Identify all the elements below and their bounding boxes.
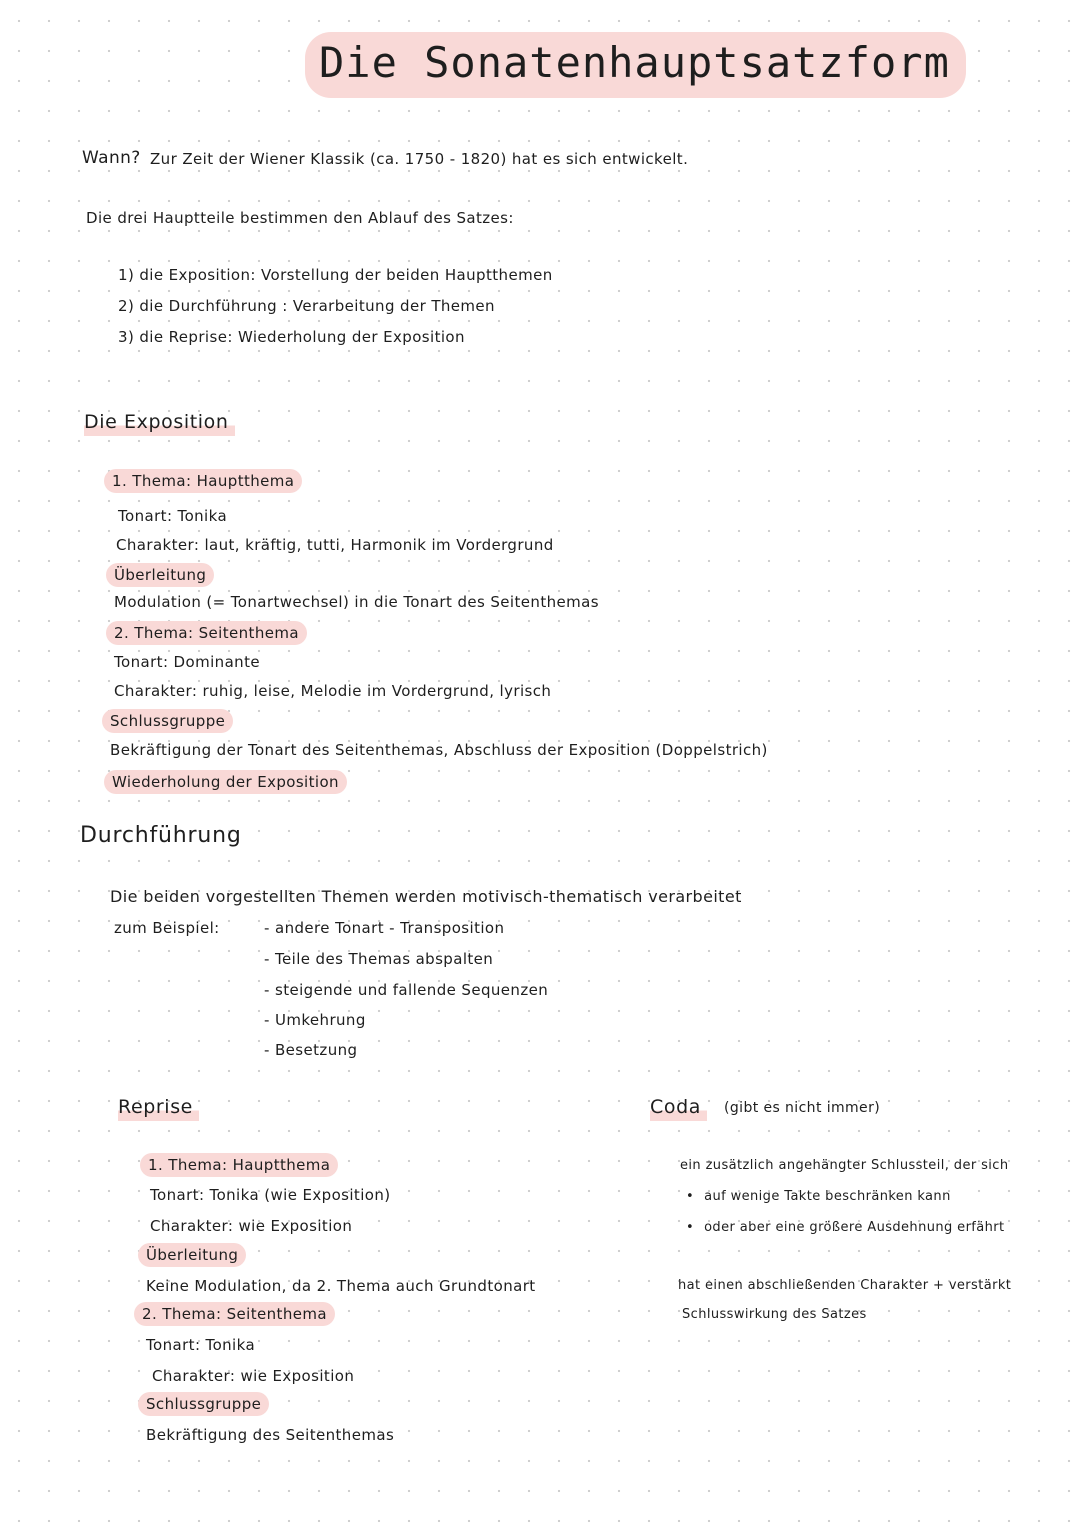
durchfuehrung-heading: Durchführung	[80, 823, 242, 848]
exposition-ueberleitung-label: Überleitung	[106, 563, 214, 587]
exposition-thema2-charakter: Charakter: ruhig, leise, Melodie im Vordergrund, lyrisch	[114, 682, 552, 700]
reprise-thema1-label: 1. Thema: Hauptthema	[140, 1153, 338, 1177]
reprise-ueberleitung-text: Keine Modulation, da 2. Thema auch Grundtonart	[146, 1277, 536, 1295]
coda-note: (gibt es nicht immer)	[724, 1100, 881, 1116]
exposition-thema2-tonart: Tonart: Dominante	[114, 653, 260, 671]
exposition-schlussgruppe-label: Schlussgruppe	[102, 709, 233, 733]
coda-heading: Coda	[650, 1095, 707, 1121]
list-item: 2) die Durchführung : Verarbeitung der Themen	[118, 297, 495, 315]
reprise-thema2-tonart: Tonart: Tonika	[146, 1336, 256, 1354]
coda-line2: hat einen abschließenden Charakter + verstärkt	[678, 1278, 1012, 1293]
list-item: - Besetzung	[264, 1041, 358, 1059]
exposition-thema1-charakter: Charakter: laut, kräftig, tutti, Harmonik im Vordergrund	[116, 536, 554, 554]
list-item: - Umkehrung	[264, 1011, 366, 1029]
coda-line3: Schlusswirkung des Satzes	[682, 1307, 867, 1322]
list-item: - andere Tonart - Transposition	[264, 919, 505, 937]
hauptteile-text: Die drei Hauptteile bestimmen den Ablauf des Satzes:	[86, 209, 514, 227]
durchfuehrung-intro: Die beiden vorgestellten Themen werden motivisch-thematisch verarbeitet	[110, 887, 742, 906]
reprise-thema1-charakter: Charakter: wie Exposition	[150, 1217, 353, 1235]
reprise-ueberleitung-label: Überleitung	[138, 1243, 246, 1267]
list-item: 1) die Exposition: Vorstellung der beiden Hauptthemen	[118, 266, 553, 284]
exposition-heading: Die Exposition	[84, 410, 235, 436]
coda-bullet1: • auf wenige Takte beschränken kann	[686, 1187, 951, 1207]
reprise-heading: Reprise	[118, 1095, 199, 1121]
coda-bullet2: • oder aber eine größere Ausdehnung erfährt	[686, 1218, 1005, 1238]
coda-line1: ein zusätzlich angehängter Schlussteil, der sich	[680, 1158, 1009, 1173]
exposition-thema1-label: 1. Thema: Hauptthema	[104, 469, 302, 493]
exposition-thema1-tonart: Tonart: Tonika	[118, 507, 228, 525]
wann-label: Wann?	[82, 148, 141, 168]
list-item: - steigende und fallende Sequenzen	[264, 981, 549, 999]
list-item: - Teile des Themas abspalten	[264, 950, 494, 968]
exposition-thema2-label: 2. Thema: Seitenthema	[106, 621, 307, 645]
page-title: Die Sonatenhauptsatzform	[305, 32, 966, 98]
reprise-schlussgruppe-text: Bekräftigung des Seitenthemas	[146, 1426, 395, 1444]
reprise-schlussgruppe-label: Schlussgruppe	[138, 1392, 269, 1416]
reprise-thema2-charakter: Charakter: wie Exposition	[152, 1367, 355, 1385]
reprise-thema1-tonart: Tonart: Tonika (wie Exposition)	[150, 1186, 391, 1204]
list-item: 3) die Reprise: Wiederholung der Exposition	[118, 328, 465, 346]
reprise-thema2-label: 2. Thema: Seitenthema	[134, 1302, 335, 1326]
exposition-schlussgruppe-text: Bekräftigung der Tonart des Seitenthemas, Abschluss der Exposition (Doppelstrich)	[110, 741, 768, 759]
exposition-ueberleitung-text: Modulation (= Tonartwechsel) in die Tonart des Seitenthemas	[114, 593, 599, 611]
wann-text: Zur Zeit der Wiener Klassik (ca. 1750 - 1820) hat es sich entwickelt.	[150, 150, 689, 168]
exposition-wiederholung-label: Wiederholung der Exposition	[104, 770, 347, 794]
durchfuehrung-beispiel-label: zum Beispiel:	[114, 919, 220, 937]
